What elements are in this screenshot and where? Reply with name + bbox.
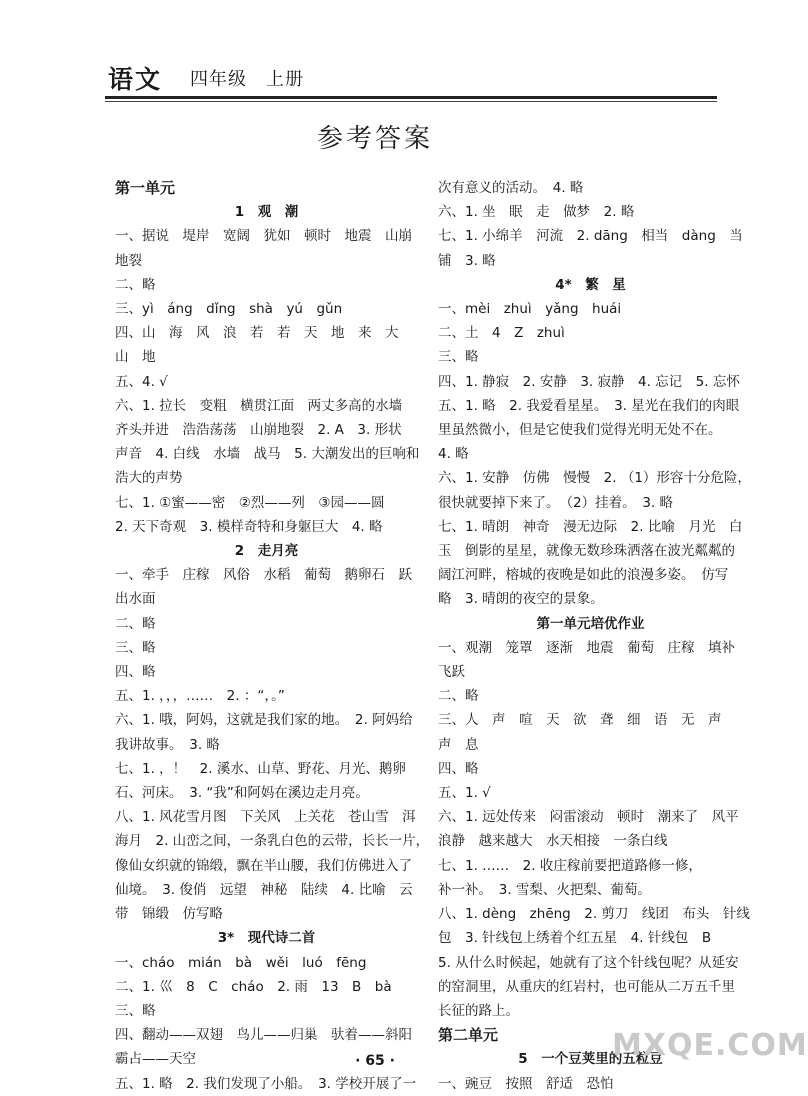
answer-line: 七、1. …… 2. 收庄稼前要把道路修一修，: [438, 857, 702, 874]
lesson-heading: 1 观 潮: [234, 204, 299, 221]
answer-line: 八、1. 风花雪月图 下关风 上关花 苍山雪 洱: [115, 809, 416, 826]
answer-line: 二、略: [115, 276, 156, 293]
answer-line: 浪静 越来越大 水天相接 一条白线: [438, 833, 668, 850]
answer-line: 七、1. ，！ 2. 溪水、山草、野花、月光、鹅卵: [115, 760, 406, 777]
right-column: [438, 176, 751, 1096]
answer-line: 五、4. √: [115, 373, 168, 390]
answer-line: 一、豌豆 按照 舒适 恐怕: [438, 1075, 627, 1092]
lesson-heading: 4* 繁 星: [555, 276, 626, 293]
answer-line: 一、cháo mián bà wěi luó fēng: [115, 954, 367, 971]
answer-line: 飞跃: [438, 664, 465, 681]
answer-line: 补一补。 3. 雪梨、火把梨、葡萄。: [438, 881, 651, 898]
answer-line: 三、yì áng dǐng shà yú gǔn: [115, 301, 343, 318]
answer-line: 齐头并进 浩浩荡荡 山崩地裂 2. A 3. 形状: [115, 422, 402, 439]
answer-line: 六、1. 远处传来 闷雷滚动 顿时 潮来了 风平: [438, 809, 739, 826]
answer-line: 我讲故事。 3. 略: [115, 736, 220, 753]
answer-line: 出水面: [115, 591, 156, 608]
answer-line: 包 3. 针线包上绣着个红五星 4. 针线包 B: [438, 930, 712, 947]
answer-line: 三、略: [115, 639, 156, 656]
answer-line: 一、观潮 笼罩 逐渐 地震 葡萄 庄稼 填补: [438, 639, 735, 656]
lesson-heading: 第一单元培优作业: [536, 615, 645, 632]
watermark-logo: MXQE.COM: [612, 1028, 808, 1063]
answer-line: 5. 从什么时候起，她就有了这个针线包呢？从延安: [438, 954, 739, 971]
left-column: [115, 176, 430, 1096]
answer-line: 声 息: [438, 736, 479, 753]
answer-line: 二、1. 巛 8 C cháo 2. 雨 13 B bà: [115, 978, 392, 995]
answer-line: 2. 天下奇观 3. 模样奇特和身躯巨大 4. 略: [115, 518, 383, 535]
page-number: · 65 ·: [355, 1053, 395, 1069]
answer-line: 石、河床。 3. “我”和阿妈在溪边走月亮。: [115, 785, 369, 802]
answer-line: 五、1. 略 2. 我们发现了小船。 3. 学校开展了一: [115, 1075, 417, 1092]
lesson-heading: 3* 现代诗二首: [217, 930, 316, 947]
answer-line: 带 锦缎 仿写略: [115, 906, 223, 923]
lesson-heading: 2 走月亮: [234, 543, 299, 560]
answer-line: 四、山 海 风 浪 若 若 天 地 来 大: [115, 325, 399, 342]
answer-line: 海月 2. 山峦之间，一条乳白色的云带，长长一片，: [115, 833, 430, 850]
answer-line: 四、翻动——双翅 鸟儿——归巢 驮着——斜阳: [115, 1027, 412, 1044]
answer-line: 六、1. 拉长 变粗 横贯江面 两丈多高的水墙: [115, 397, 403, 414]
answer-line: 长征的路上。: [438, 1002, 519, 1019]
answer-line: 里虽然微小，但是它使我们觉得光明无处不在。: [438, 422, 722, 439]
answer-line: 八、1. dèng zhēng 2. 剪刀 线团 布头 针线: [438, 906, 750, 923]
answer-line: 略 3. 晴朗的夜空的景象。: [438, 591, 604, 608]
subject-title: 语文: [108, 65, 163, 94]
answer-line: 三、略: [115, 1002, 156, 1019]
answer-line: 次有意义的活动。 4. 略: [438, 180, 584, 196]
answer-line: 一、据说 堤岸 宽阔 犹如 顿时 地震 山崩: [115, 228, 412, 245]
answer-line: 四、略: [115, 664, 156, 681]
answer-line: 玉 倒影的星星，就像无数珍珠洒落在波光粼粼的: [438, 543, 735, 560]
answer-line: 霸占——天空: [115, 1051, 196, 1068]
answer-line: 一、牵手 庄稼 风俗 水稻 葡萄 鹅卵石 跃: [115, 567, 412, 584]
grade-label: 四年级 上册: [190, 69, 304, 90]
answer-line: 4. 略: [438, 446, 469, 463]
answer-line: 四、1. 静寂 2. 安静 3. 寂静 4. 忘记 5. 忘怀: [438, 373, 740, 390]
answer-line: 七、1. 晴朗 神奇 漫无边际 2. 比喻 月光 白: [438, 518, 743, 535]
answer-line: 一、mèi zhuì yǎng huái: [438, 301, 622, 318]
answer-line: 七、1. ①蜜——密 ②烈——列 ③园——圆: [115, 494, 385, 511]
header-rule-thin: [105, 101, 717, 102]
header-rule: [105, 96, 717, 99]
page-title: 参考答案: [316, 124, 433, 154]
answer-line: 铺 3. 略: [438, 252, 496, 269]
answer-line: 阔江河畔，榕城的夜晚是如此的浪漫多姿。 仿写: [438, 567, 729, 584]
answer-line: 五、1. 略 2. 我爱看星星。 3. 星光在我们的肉眼: [438, 397, 740, 414]
answer-line: 七、1. 小绵羊 河流 2. dāng 相当 dàng 当: [438, 228, 743, 245]
answer-line: 声音 4. 白线 水墙 战马 5. 大潮发出的巨响和: [115, 446, 420, 463]
answer-line: 地裂: [115, 252, 142, 269]
answer-line: 四、略: [438, 760, 479, 777]
answer-line: 三、人 声 喧 天 欲 聋 细 语 无 声: [438, 712, 722, 729]
answer-line: 三、略: [438, 349, 479, 366]
answer-line: 六、1. 坐 眠 走 做梦 2. 略: [438, 204, 635, 221]
answer-line: 很快就要掉下来了。 （2）挂着。 3. 略: [438, 494, 674, 511]
answer-line: 像仙女织就的锦缎，飘在半山腰，我们仿佛进入了: [115, 857, 412, 874]
answer-line: 的窑洞里，从重庆的红岩村，也可能从二万五千里: [438, 978, 735, 995]
lesson-heading: 5 一个豆荚里的五粒豆: [518, 1051, 663, 1068]
page-header: [108, 60, 708, 98]
answer-line: 五、1. ，，，…… 2. ：“，。”: [115, 688, 285, 705]
answer-line: 二、略: [115, 615, 156, 632]
answer-line: 五、1. √: [438, 785, 491, 802]
unit-heading: 第二单元: [438, 1026, 499, 1045]
answer-line: 二、土 4 Z zhuì: [438, 325, 565, 342]
answer-line: 六、1. 安静 仿佛 慢慢 2. （1）形容十分危险，: [438, 470, 751, 487]
answer-line: 六、1. 哦，阿妈，这就是我们家的地。 2. 阿妈给: [115, 712, 413, 729]
answer-line: 仙境。 3. 俊俏 远望 神秘 陆续 4. 比喻 云: [115, 881, 413, 898]
answer-line: 山 地: [115, 349, 156, 366]
unit-heading: 第一单元: [115, 179, 176, 197]
answer-line: 二、略: [438, 688, 479, 705]
answer-line: 浩大的声势: [115, 470, 183, 487]
